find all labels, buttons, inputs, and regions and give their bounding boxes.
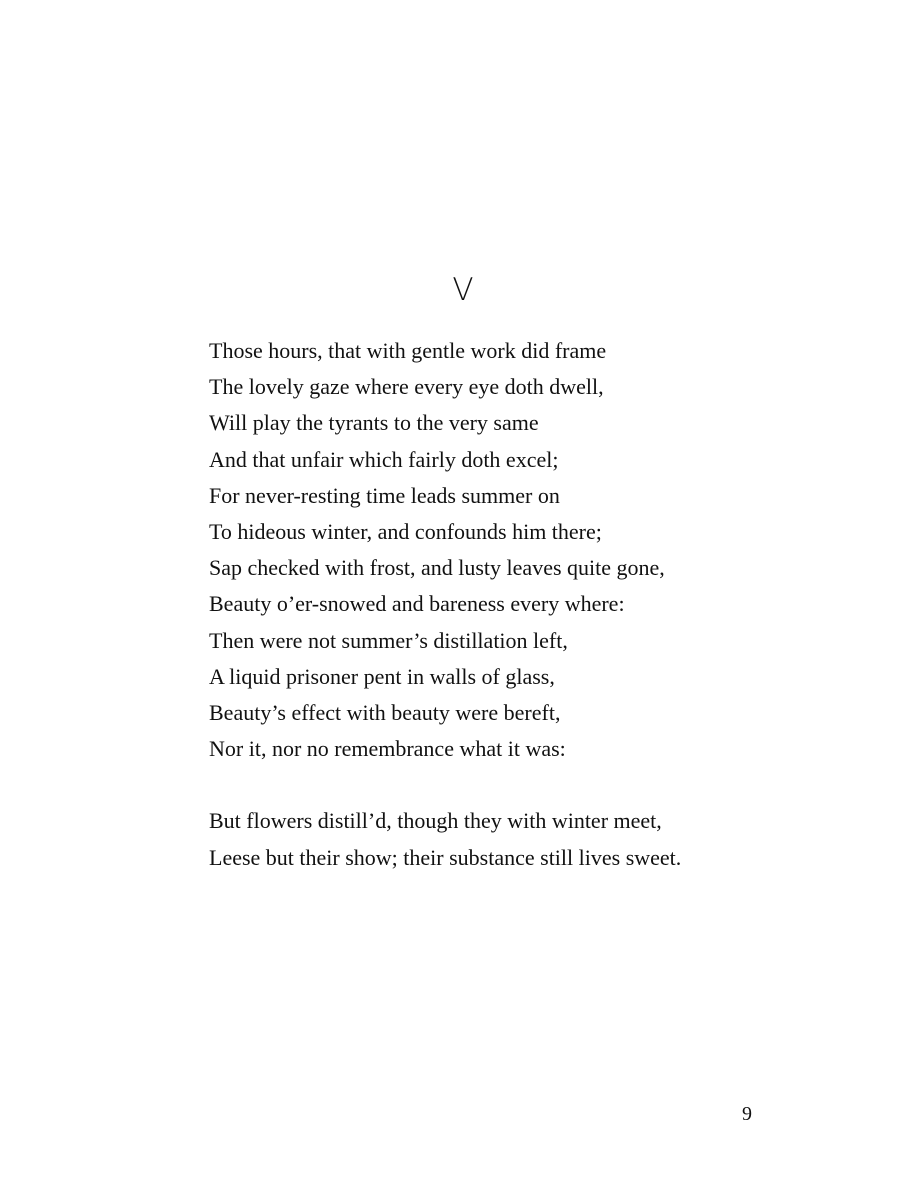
poem-line-7: Sap checked with frost, and lusty leaves quite gone, (209, 555, 665, 581)
poem-line-1: Those hours, that with gentle work did frame (209, 338, 607, 363)
poem-line-10: A liquid prisoner pent in walls of glass, (209, 663, 555, 689)
couplet (209, 803, 681, 875)
sonnet-number: V (452, 272, 474, 308)
poem-line-6: To hideous winter, and confounds him there; (209, 518, 602, 544)
poem-line-5: For never-resting time leads summer on (209, 482, 560, 508)
couplet-line-2: Leese but their show; their substance still lives sweet. (209, 844, 682, 870)
poem-line-3: Will play the tyrants to the very same (209, 410, 539, 436)
quatrains (209, 333, 681, 767)
couplet-line-1: But flowers distill’d, though they with winter meet, (209, 808, 662, 834)
page-number: 9 (742, 1103, 752, 1125)
poem-line-2: The lovely gaze where every eye doth dwell, (209, 374, 604, 400)
poem-line-9: Then were not summer’s distillation left, (209, 627, 568, 653)
poem-body (209, 333, 681, 876)
poem-line-8: Beauty o’er-snowed and bareness every where: (209, 591, 625, 617)
poem-line-4: And that unfair which fairly doth excel; (209, 446, 559, 472)
poem-line-11: Beauty’s effect with beauty were bereft, (209, 699, 561, 725)
poem-line-12: Nor it, nor no remembrance what it was: (209, 736, 566, 762)
